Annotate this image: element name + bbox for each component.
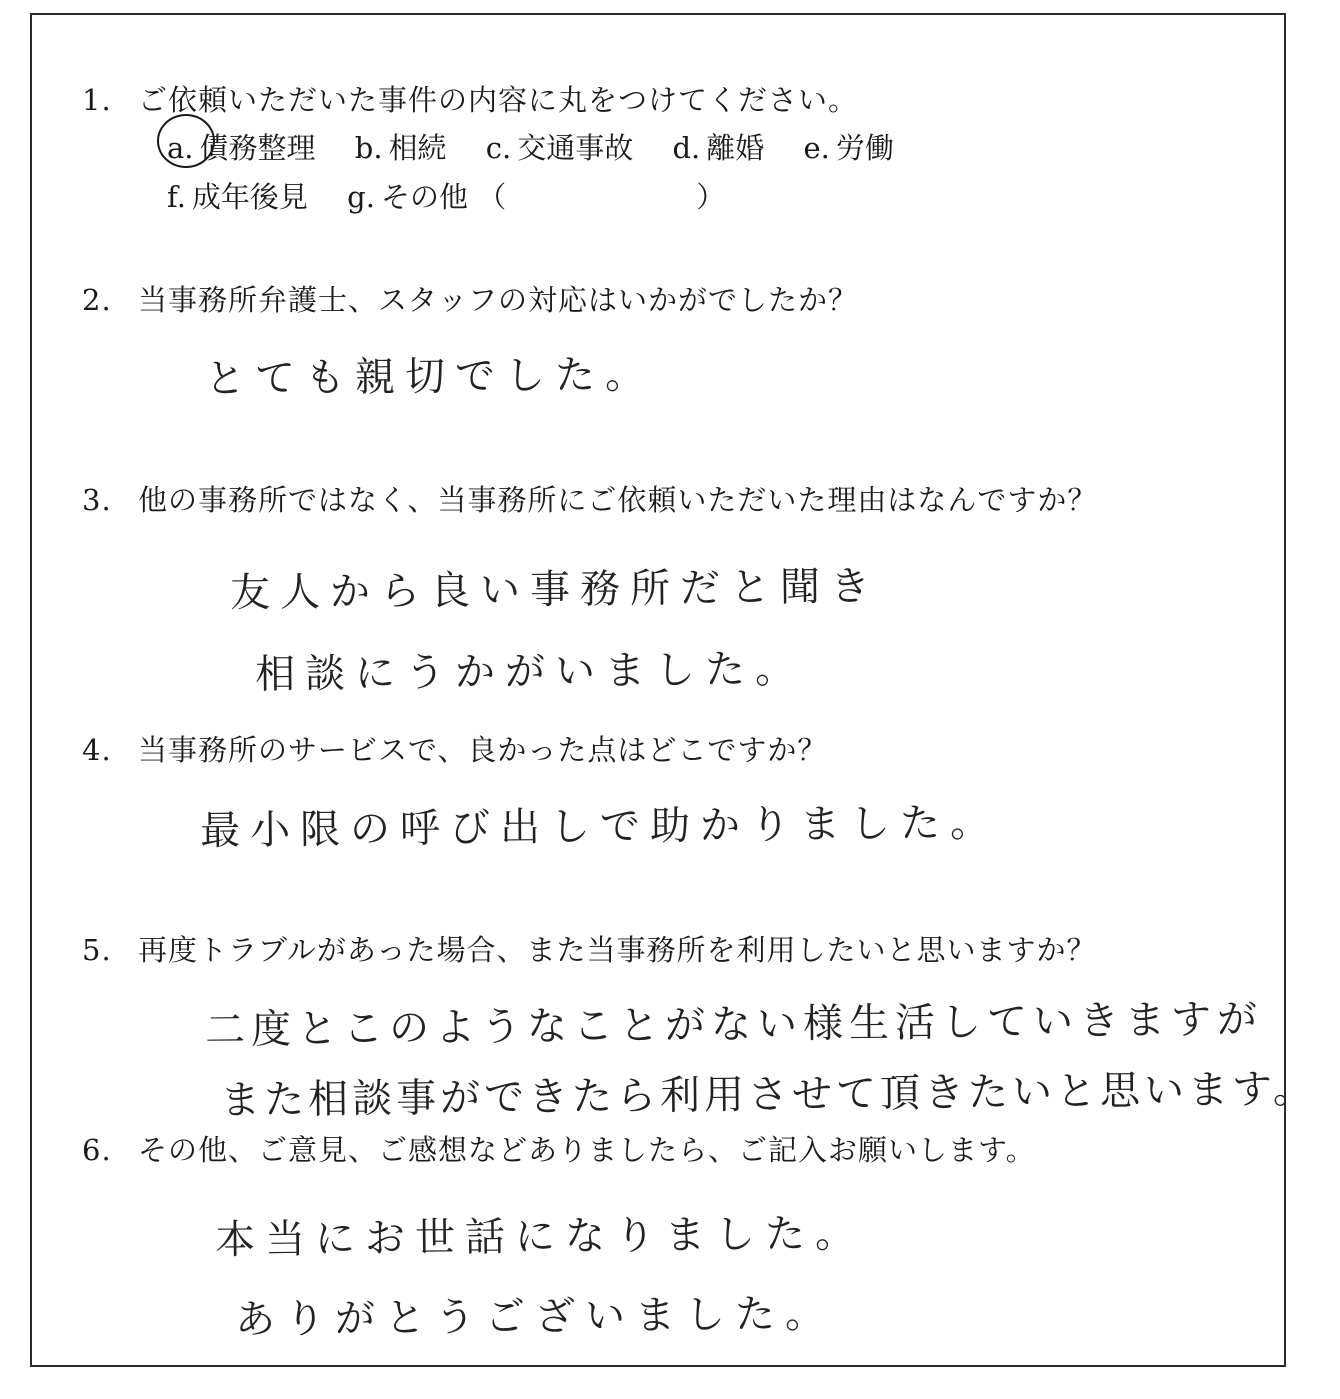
question-3 bbox=[82, 478, 1097, 519]
question-number: 4. bbox=[82, 733, 112, 767]
option-g-other[interactable]: g. その他 （ ） bbox=[347, 180, 726, 214]
question-text: 再度トラブルがあった場合、また当事務所を利用したいと思いますか？ bbox=[138, 933, 1097, 967]
question-4 bbox=[82, 728, 827, 769]
question-text: 当事務所弁護士、スタッフの対応はいかがでしたか？ bbox=[138, 283, 859, 317]
question-text: その他、ご意見、ご感想などありましたら、ご記入お願いします。 bbox=[138, 1133, 1036, 1167]
options-row-2 bbox=[167, 175, 755, 216]
question-number: 1. bbox=[82, 83, 112, 117]
answer-3-line-2: 相談にうかがいました。 bbox=[254, 646, 806, 698]
question-text: ご依頼いただいた事件の内容に丸をつけてください。 bbox=[138, 83, 859, 117]
question-1 bbox=[82, 78, 858, 119]
answer-6-line-2: ありがとうございました。 bbox=[234, 1290, 836, 1344]
answer-4-line-1: 最小限の呼び出しで助かりました。 bbox=[199, 799, 1001, 855]
question-text: 他の事務所ではなく、当事務所にご依頼いただいた理由はなんですか？ bbox=[138, 483, 1098, 517]
question-2 bbox=[82, 278, 858, 319]
option-c-traffic-accident[interactable]: c. 交通事故 bbox=[485, 131, 634, 165]
answer-3-line-1: 友人から良い事務所だと聞き bbox=[229, 563, 881, 617]
question-text: 当事務所のサービスで、良かった点はどこですか？ bbox=[138, 733, 828, 767]
answer-2-line-1: とても親切でした。 bbox=[204, 351, 656, 403]
question-5 bbox=[82, 928, 1097, 969]
open-paren: （ bbox=[477, 180, 507, 214]
question-6 bbox=[82, 1128, 1036, 1169]
selected-circle-mark bbox=[157, 114, 215, 168]
question-number: 6. bbox=[82, 1133, 112, 1167]
option-b-inheritance[interactable]: b. 相続 bbox=[354, 131, 447, 165]
question-number: 2. bbox=[82, 283, 112, 317]
option-d-divorce[interactable]: d. 離婚 bbox=[672, 131, 765, 165]
option-a-debt-restructuring[interactable]: a. 債務整理 bbox=[167, 126, 316, 167]
options-row-1 bbox=[167, 126, 924, 167]
question-number: 5. bbox=[82, 933, 112, 967]
answer-6-line-1: 本当にお世話になりました。 bbox=[214, 1210, 866, 1264]
answer-5-line-1: 二度とこのようなことがない様生活していきますが bbox=[204, 996, 1264, 1054]
question-number: 3. bbox=[82, 483, 112, 517]
close-paren: ） bbox=[696, 180, 726, 214]
answer-5-line-2: また相談事ができたら利用させて頂きたいと思います。 bbox=[219, 1066, 1318, 1124]
option-f-adult-guardianship[interactable]: f. 成年後見 bbox=[167, 180, 308, 214]
option-e-labor[interactable]: e. 労働 bbox=[803, 131, 894, 165]
